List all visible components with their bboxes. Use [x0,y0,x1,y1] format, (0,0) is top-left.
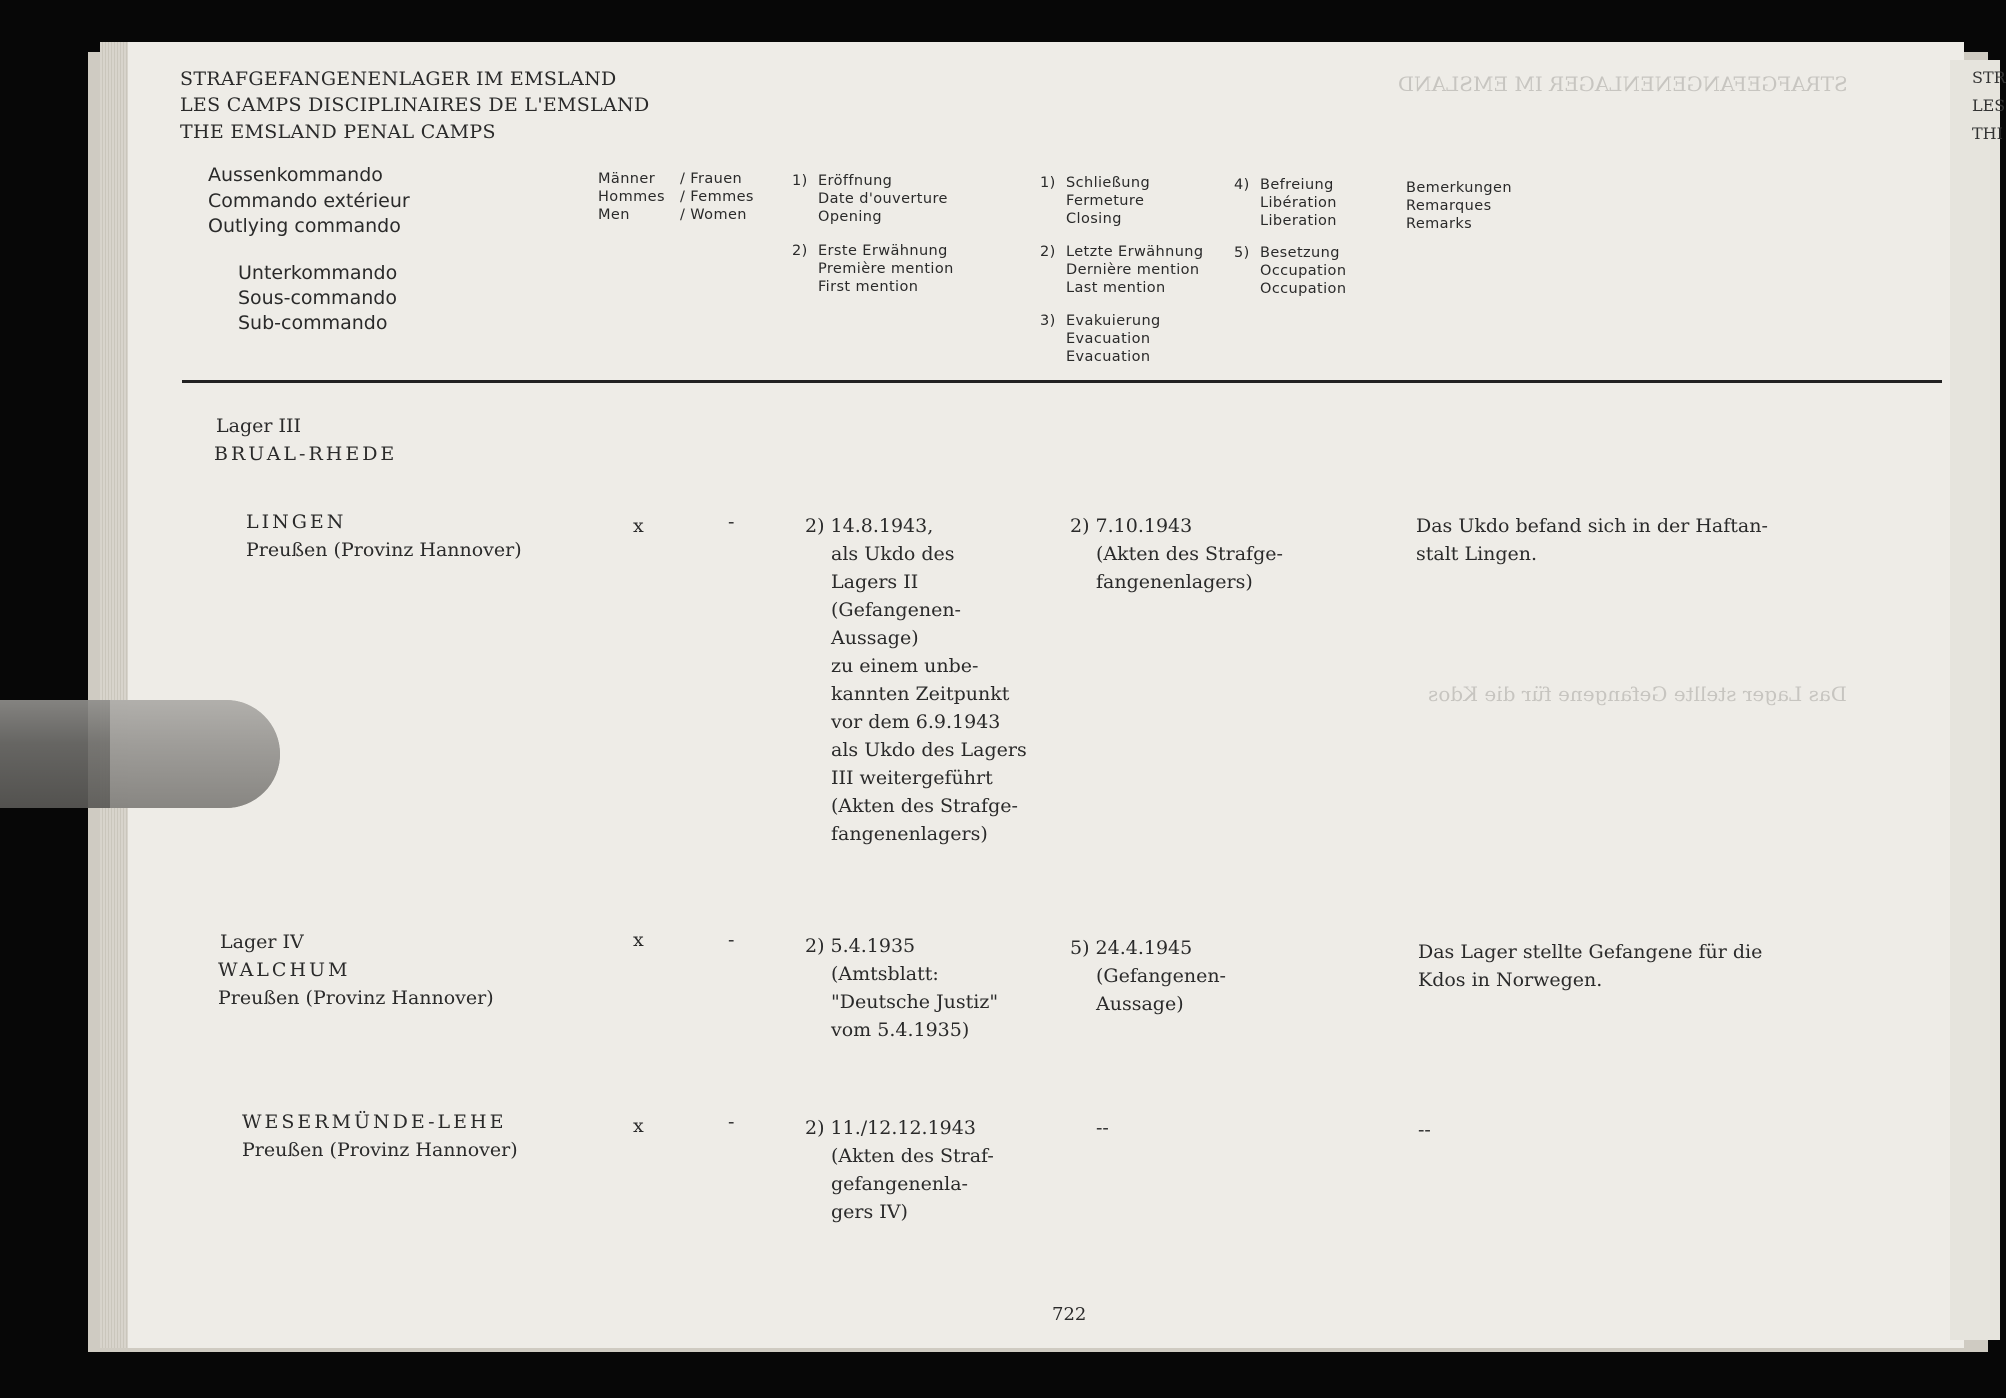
camp-label: Lager IV [220,931,304,953]
header-first-mention: Erste Erwähnung Première mention First mention [818,243,954,295]
book-title-de: STRAFGEFANGENENLAGER IM EMSLAND [180,68,617,90]
header-last-mention: Letzte Erwähnung Dernière mention Last mention [1066,244,1204,296]
women-mark: - [728,929,735,951]
header-remarks: Bemerkungen Remarques Remarks [1406,180,1512,232]
header-evac-num: 3) [1040,313,1056,329]
header-closing-num: 1) [1040,175,1056,191]
book-title-fr: LES CAMPS DISCIPLINAIRES DE L'EMSLAND [180,94,650,116]
facing-page-edge [1950,60,2006,1340]
header-sub-en: Sub-commando [238,312,388,334]
subcamp-region: Preußen (Provinz Hannover) [246,539,522,561]
facing-page-fragment: THI [1972,124,2003,143]
women-mark: - [728,1111,735,1133]
men-mark: x [633,515,644,537]
header-sub-fr: Sous-commando [238,287,397,309]
remarks: Das Lager stellte Gefangene für die Kdos in Norwegen. [1418,941,1763,991]
remarks: Das Ukdo befand sich in der Haftan- stalt Lingen. [1416,515,1768,565]
camp-label: Lager III [216,415,301,437]
facing-page-fragment: LES [1972,96,2006,115]
camp-name: WALCHUM [218,959,351,981]
header-outlying-fr: Commando extérieur [208,190,410,212]
header-opening: Eröffnung Date d'ouverture Opening [818,173,948,225]
header-outlying-de: Aussenkommando [208,164,383,186]
bleed-through-text: Das Lager stellte Gefangene für die Kdos [1428,682,1847,706]
header-sub-de: Unterkommando [238,262,398,284]
header-outlying-en: Outlying commando [208,215,401,237]
page-edge [100,42,130,1348]
opening-date: 2) 11./12.12.1943 (Akten des Straf- gefangenenla- gers IV) [805,1117,994,1223]
men-mark: x [633,929,644,951]
men-mark: x [633,1115,644,1137]
camp-name: BRUAL-RHEDE [214,443,398,465]
book-page [128,42,1964,1348]
header-divider [182,380,1942,383]
header-liberation-num: 4) [1234,177,1250,193]
header-occupation-num: 5) [1234,245,1250,261]
bookmark-clip-tip [110,700,280,808]
subcamp-name: LINGEN [246,511,347,533]
subcamp-name: WESERMÜNDE-LEHE [242,1111,507,1133]
header-men: Männer Hommes Men [598,171,665,223]
header-last-num: 2) [1040,244,1056,260]
women-mark: - [728,511,735,533]
header-first-num: 2) [792,243,808,259]
facing-page-fragment: STR [1972,68,2006,87]
header-occupation: Besetzung Occupation Occupation [1260,245,1347,297]
closing-date: 2) 7.10.1943 (Akten des Strafge- fangenenlagers) [1070,515,1283,593]
camp-region: Preußen (Provinz Hannover) [218,987,494,1009]
closing-date: 5) 24.4.1945 (Gefangenen- Aussage) [1070,937,1226,1015]
header-evacuation: Evakuierung Evacuation Evacuation [1066,313,1161,365]
remarks: -- [1418,1119,1431,1141]
opening-date: 2) 14.8.1943, als Ukdo des Lagers II (Gefangenen- Aussage) zu einem unbe- kannten Zeitpunkt vor dem 6.9.1943 als Ukdo des Lagers III weitergeführt (Akten des Strafge- fangenenlagers) [805,515,1027,845]
bleed-through-text: STRAFGEFANGENENLAGER IM EMSLAND [1398,72,1848,96]
page-number: 722 [1052,1304,1087,1325]
book-title-en: THE EMSLAND PENAL CAMPS [180,121,496,143]
opening-date: 2) 5.4.1935 (Amtsblatt: "Deutsche Justiz" vom 5.4.1935) [805,935,999,1041]
header-opening-num: 1) [792,173,808,189]
header-women: / Frauen / Femmes / Women [680,171,754,223]
header-closing: Schließung Fermeture Closing [1066,175,1151,227]
closing-date: -- [1096,1117,1109,1139]
subcamp-region: Preußen (Provinz Hannover) [242,1139,518,1161]
header-liberation: Befreiung Libération Liberation [1260,177,1337,229]
